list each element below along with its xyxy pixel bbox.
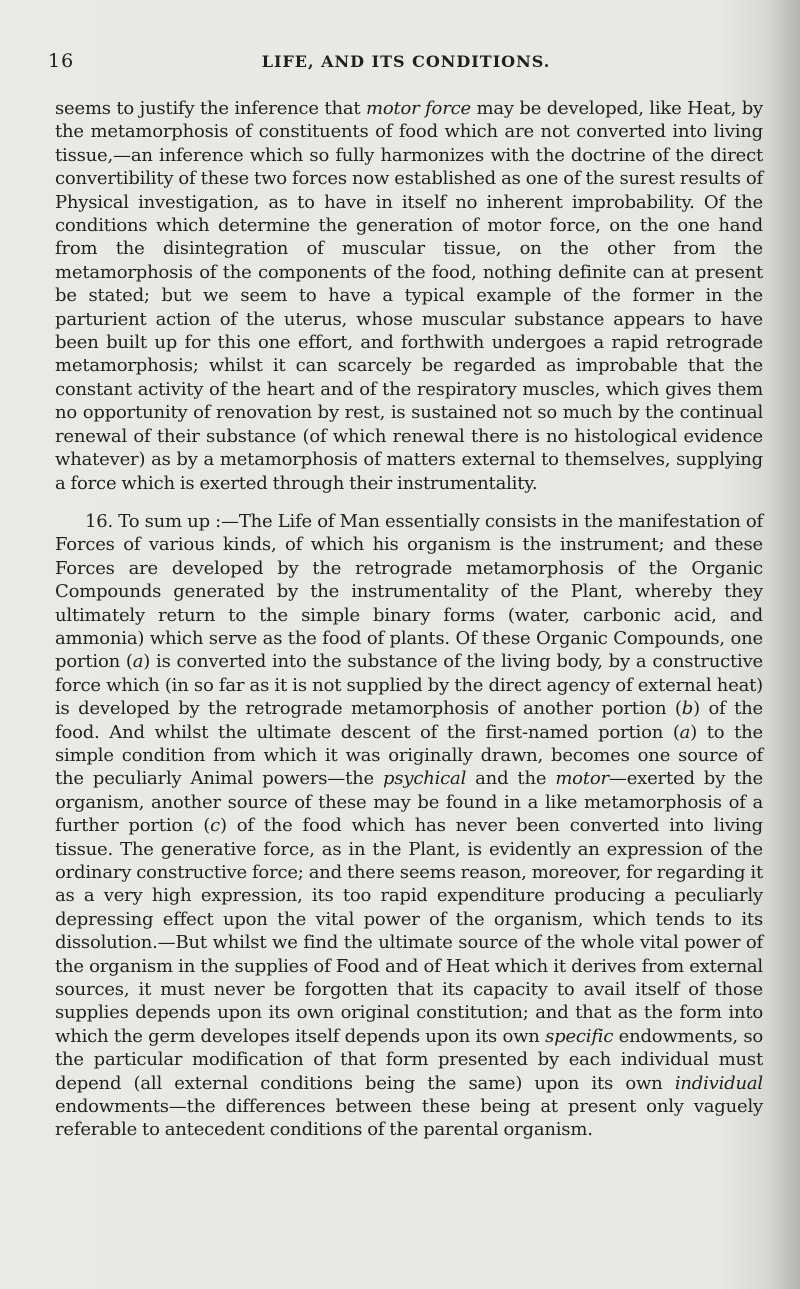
text-span: ) of the food. And whilst the ultimate descent of the first-named portion ( <box>55 698 763 743</box>
italic-term: b <box>681 698 694 720</box>
text-span: ) to the simple condition from which it was originally drawn, becomes one source of the peculiarly Animal powers—the <box>55 721 763 790</box>
text-span: and the <box>466 768 556 790</box>
body-text <box>55 97 763 1142</box>
italic-term: psychical <box>383 768 467 790</box>
running-head <box>48 50 764 78</box>
italic-term: motor <box>555 768 609 790</box>
text-span: ) is converted into the substance of the living body, by a constructive force which (in so far as it is not supplied by the direct agency of external heat) is developed by the retrograde metamorphosis of another portion ( <box>55 651 764 720</box>
page-number: 16 <box>48 50 75 72</box>
text-span: endowments—the differences between these being at present only vaguely referable to antecedent conditions of the parental organism. <box>55 1096 763 1141</box>
italic-term: a <box>679 721 691 743</box>
running-title: LIFE, AND ITS CONDITIONS. <box>261 52 551 71</box>
italic-term: a <box>132 651 144 673</box>
italic-term: c <box>210 815 221 837</box>
paragraph-16 <box>55 510 763 1142</box>
italic-term: specific <box>545 1025 614 1047</box>
paragraph-continuation <box>55 97 763 495</box>
text-span: may be developed, like Heat, by the metamorphosis of constituents of food which are not converted into living tissue,—an inference which so fully harmonizes with the doctrine of the direct convertibility of these two forces now established as one of the surest results of Physical investigation, as to have in itself no inherent improbability. Of the conditions which determine the generation of motor force, on the one hand from the disintegration of muscular tissue, on the other from the metamorphosis of the components of the food, nothing definite can at present be stated; but we seem to have a typical example of the former in the parturient action of the uterus, whose muscular substance appears to have been built up for this one effort, and forthwith undergoes a rapid retrograde metamorphosis; whilst it can scarcely be regarded as improbable that the constant activity of the heart and of the respiratory muscles, which gives them no opportunity of renovation by rest, is sustained not so much by the continual renewal of their substance (of which renewal there is no histological evidence whatever) as by a metamorphosis of matters external to themselves, supplying a force which is exerted through their instrumentality. <box>55 98 763 494</box>
text-span: ) of the food which has never been converted into living tissue. The generative force, as in the Plant, is evidently an expression of the ordinary constructive force; and there seems reason, moreover, for regarding it as a very high expression, its too rapid expenditure producing a peculiarly depressing effect upon the vital power of the organism, which tends to its dissolution.—But whilst we find the ultimate source of the whole vital power of the organism in the supplies of Food and of Heat which it derives from external sources, it must never be forgotten that its capacity to avail itself of those supplies depends upon its own original constitution; and that as the form into which the germ developes itself depends upon its own <box>55 815 763 1047</box>
italic-term: motor force <box>365 98 471 119</box>
text-span: seems to justify the inference that <box>55 98 366 119</box>
text-span: endowments, so the particular modification of that form presented by each individual must depend (all external conditions being the same) upon its own <box>55 1025 764 1094</box>
italic-term: individual <box>674 1072 763 1094</box>
text-span: —exerted by the organism, another source of these may be found in a like metamorphosis of a further portion ( <box>55 768 763 837</box>
text-span: 16. To sum up :—The Life of Man essentially consists in the manifestation of Forces of various kinds, of which his organism is the instrument; and these Forces are developed by the retrograde metamorphosis of the Organic Compounds generated by the instrumentality of the Plant, whereby they ultimately return to the simple binary forms (water, carbonic acid, and ammonia) which serve as the food of plants. Of these Organic Compounds, one portion ( <box>55 510 763 673</box>
